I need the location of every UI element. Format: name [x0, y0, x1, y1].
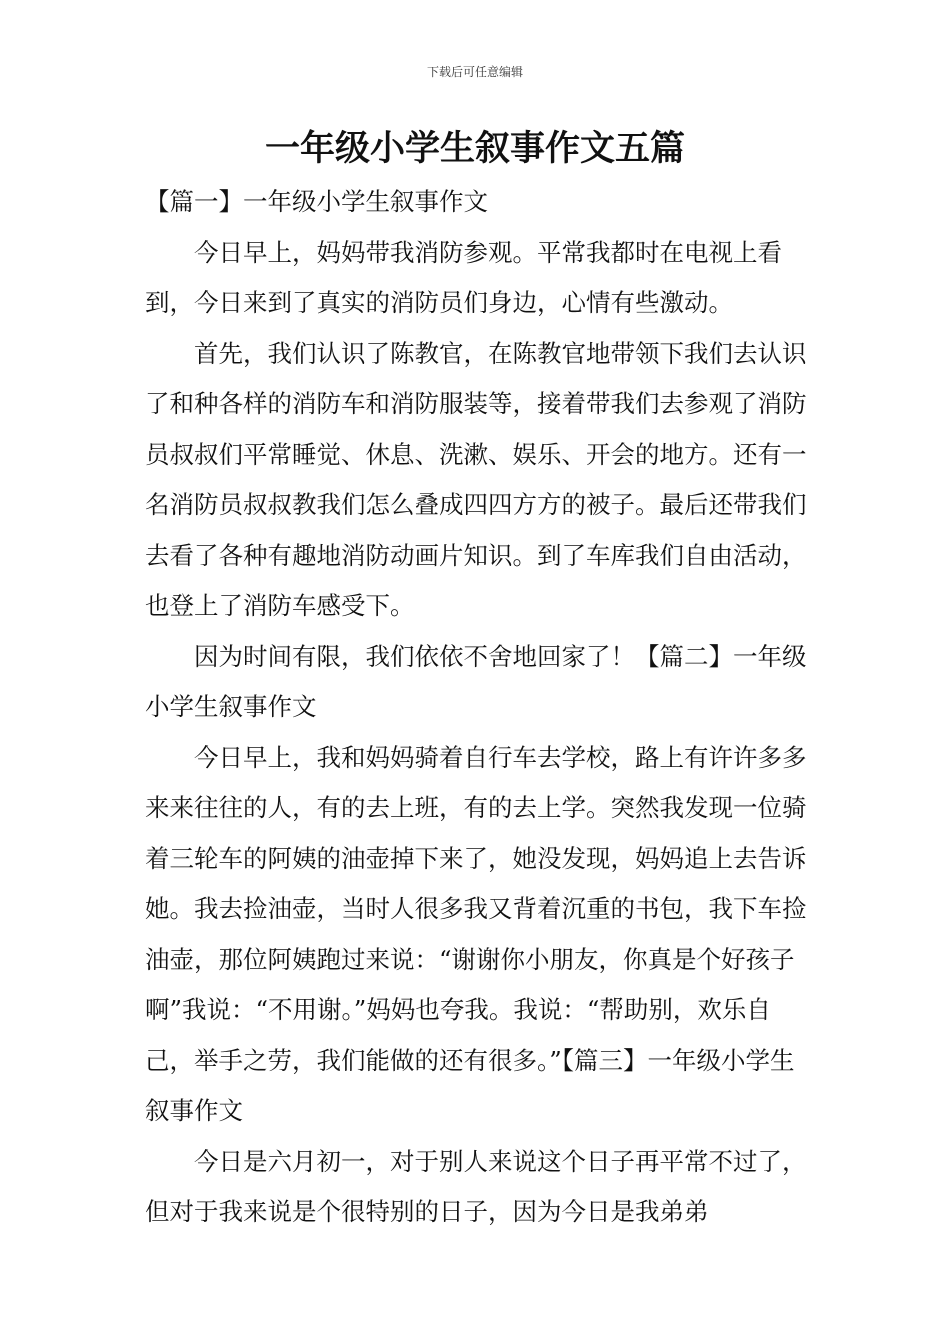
paragraph: 今日早上，妈妈带我消防参观。平常我都时在电视上看到，今日来到了真实的消防员们身边，心情有些激动。 — [145, 237, 782, 317]
paragraph: 首先，我们认识了陈教官，在陈教官地带领下我们去认识了和种各样的消防车和消防服装等，接着带我们去参观了消防员叔叔们平常睡觉、休息、洗漱、娱乐、开会的地方。还有一名消防员叔叔教我们怎么叠成四四方方的被子。最后还带我们去看了各种有趣地消防动画片知识。到了车库我们自由活动，也登上了消防车感受下。 — [145, 338, 807, 620]
paragraph: 今日是六月初一，对于别人来说这个日子再平常不过了，但对于我来说是个很特别的日子，因为今日是我弟弟 — [145, 1146, 807, 1226]
document-body — [145, 177, 809, 1238]
section-heading-1: 【篇一】一年级小学生叙事作文 — [145, 187, 488, 216]
header-note: 下载后可任意编辑 — [426, 65, 523, 79]
paragraph: 今日早上，我和妈妈骑着自行车去学校，路上有许许多多来来往往的人，有的去上班，有的去上学。突然我发现一位骑着三轮车的阿姨的油壶掉下来了，她没发现，妈妈追上去告诉她。我去捡油壶，当时人很多我又背着沉重的书包，我下车捡油壶，那位阿姨跑过来说：“谢谢你小朋友，你真是个好孩子啊”我说：“不用谢。”妈妈也夸我。我说：“帮助别，欢乐自己，举手之劳，我们能做的还有很多。”【篇三】一年级小学生叙事作文 — [145, 742, 807, 1125]
paragraph: 因为时间有限，我们依依不舍地回家了！【篇二】一年级小学生叙事作文 — [145, 641, 807, 721]
document-title: 一年级小学生叙事作文五篇 — [264, 128, 685, 169]
